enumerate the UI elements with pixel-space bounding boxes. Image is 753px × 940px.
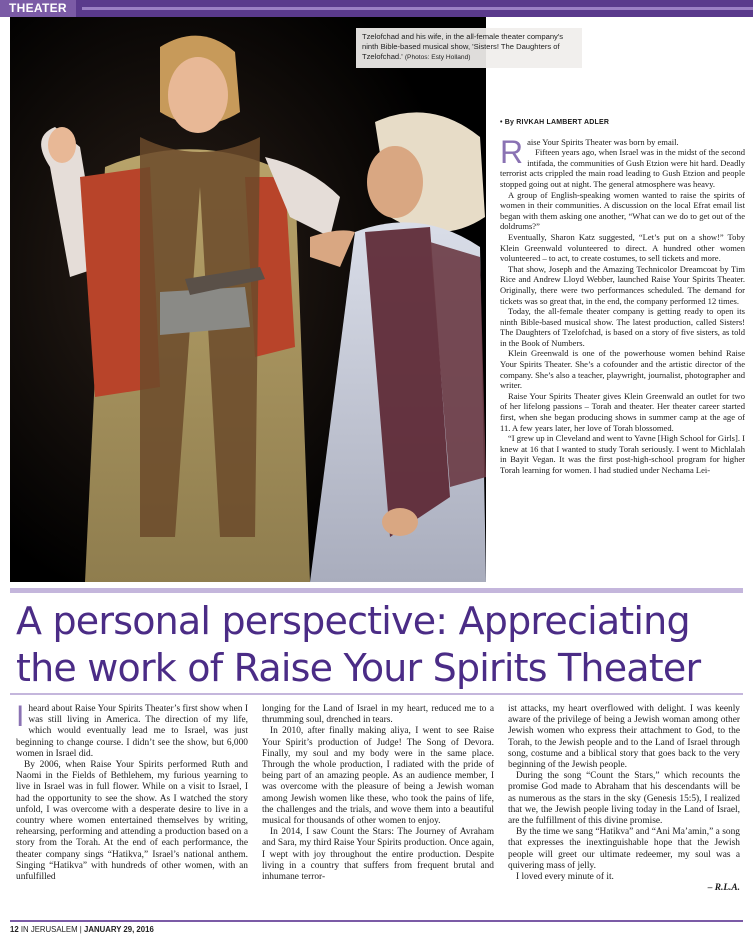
article-paragraph: I loved every minute of it. (516, 872, 614, 883)
sidebar-paragraph: “I grew up in Cleveland and went to Yavne [High School for Girls]. I knew at 16 that I wanted to study Torah seriously. I went to Michlalah in Bayit Vegan. It was the first post-high-school program for higher Torah learning for women. I had studied under Nechama Lei- (500, 433, 745, 475)
headline-line-2: the work of Raise Your Spirits Theater (16, 646, 701, 690)
headline-top-rule (10, 588, 743, 593)
page-number: 12 (10, 925, 19, 934)
caption-text: Tzelofchad and his wife, in the all-female theater company's ninth Bible-based musical show, 'Sisters! The Daughters of Tzelofchad.' (362, 32, 564, 61)
article-body (16, 700, 740, 904)
author-signoff: – R.L.A. (707, 883, 740, 894)
article-paragraph: ist attacks, my heart overflowed with delight. I was keenly aware of the privilege of being a Jewish woman among other Jewish women who express their attachment to God, to the Torah, to the Jewish people and to the Land of Israel through song, costume and a biblical story that goes back to the very beginning of the Jewish people. (508, 704, 740, 771)
section-label: THEATER (0, 0, 76, 17)
drop-cap: R (500, 133, 524, 170)
footer-separator: | (79, 925, 82, 934)
stage-photo-illustration (10, 17, 486, 582)
sidebar-paragraph: Fifteen years ago, when Israel was in the midst of the second intifada, the communities of Gush Etzion were hit hard. Deadly terrorist acts crippled the main road leading to Gush Etzion and people stopped going out at night. The general atmosphere was heavy. (500, 147, 745, 189)
article-paragraph: By 2006, when Raise Your Spirits performed Ruth and Naomi in the Fields of Bethlehem, my furious yearning to live in Israel was in full flower. While on a visit to Israel, I had the opportunity to see the show. As I watched the story unfold, I was overcome with a desperate desire to live in a country where women entertained themselves by writing, rehearsing, performing and attending a production based on a story from the Torah. At the end of each performance, the theater company sings “Hatikva,” Israel’s national anthem. Singing “Hatikva” with hundreds of other women, with an unfulfilled (16, 760, 248, 883)
page-footer (10, 925, 154, 934)
sidebar-paragraph-text: aise Your Spirits Theater was born by email. (527, 136, 679, 147)
sidebar-paragraph: Raise Your Spirits Theater gives Klein Greenwald an outlet for two of her lifelong passions – Torah and theater. Her theater career started first, when she began producing shows in summer camp at the age of 11. A few years later, her love of Torah blossomed. (500, 390, 745, 433)
headline (16, 598, 744, 692)
photo-caption (356, 28, 582, 68)
section-bar (0, 0, 753, 17)
sidebar-column (500, 118, 745, 476)
headline-line-1: A personal perspective: Appreciating (16, 599, 690, 643)
article-paragraph-text: heard about Raise Your Spirits Theater’s first show when I was still living in America. The direction of my life, which would eventually lead me to Israel, was just beginning to change course. I didn’t see the show, but 6,000 women in Israel did. (16, 704, 248, 759)
article-paragraph: longing for the Land of Israel in my heart, reduced me to a thrumming soul, drenched in tears. (262, 704, 494, 726)
article-paragraph: In 2010, after finally making aliya, I went to see Raise Your Spirit’s production of Judge! The Song of Devora. Finally, my soul and my body were in the same place. Through the whole production, I radiated with the pride of being part of an amazing people. As an audience member, I was overcome with the pleasure of being a Jewish woman among Jewish women like these, who took the pains of life, the challenges and the trials, and wove them into a beautiful musical for thousands of other women to enjoy. (262, 726, 494, 827)
photo-credit: (Photos: Esty Holland) (404, 54, 471, 61)
article-paragraph: In 2014, I saw Count the Stars: The Journey of Avraham and Sara, my third Raise Your Spirits production. Once again, I wept with joy throughout the entire production. Despite living in a country that suffers from frequent brutal and inhumane terror- (262, 827, 494, 883)
section-rule (82, 7, 753, 10)
sidebar-paragraph: Klein Greenwald is one of the powerhouse women behind Raise Your Spirits Theater. She’s a cofounder and the artistic director of the company. She’s also a teacher, playwright, journalist, photographer and writer. (500, 348, 745, 391)
article-column-2 (262, 704, 494, 883)
sidebar-paragraph: A group of English-speaking women wanted to raise the spirits of women in their communities. A discussion on the local Efrat email list began with them asking one another, “What can we do to get out of the doldrums?” (500, 189, 745, 232)
drop-cap: I (16, 700, 25, 733)
article-column-1 (16, 700, 248, 883)
sidebar-paragraph: Eventually, Sharon Katz suggested, “Let’s put on a show!” Toby Klein Greenwald volunteered to direct. A hundred other women volunteered – to act, to create costumes, to sell tickets and more. (500, 231, 745, 264)
byline: • By RIVKAH LAMBERT ADLER (500, 119, 610, 126)
article-paragraph: During the song “Count the Stars,” which recounts the promise God made to Abraham that his descendants will be as numerous as the stars in the sky (Genesis 15:5), I realized that we, the Jewish people living today in the Land of Israel, are the fulfillment of this divine promise. (508, 771, 740, 827)
publication-name: IN JERUSALEM (20, 925, 78, 934)
sidebar-paragraph: Today, the all-female theater company is getting ready to open its ninth Bible-based musical show. The latest production, called Sisters! The Daughters of Tzelofchad, is based on a story of five sisters, as told in the Book of Numbers. (500, 306, 745, 348)
stage-photo (10, 17, 486, 582)
footer-rule (10, 920, 743, 922)
issue-date: JANUARY 29, 2016 (84, 925, 154, 934)
headline-bottom-rule (10, 693, 743, 695)
article-paragraph (16, 700, 248, 760)
sidebar-paragraph: That show, Joseph and the Amazing Technicolor Dreamcoat by Tim Rice and Andrew Lloyd Webber, launched Raise Your Spirits Theater. Originally, there were two performances scheduled. The demand for tickets was so great that, in the end, the company performed 12 times. (500, 263, 745, 306)
article-paragraph: By the time we sang “Hatikva” and “Ani Ma’amin,” a song that expresses the inextinguishable hope that the Jewish people will greet our ultimate redeemer, my soul was a quivering mass of jelly. (508, 827, 740, 871)
article-column-3 (508, 704, 740, 894)
